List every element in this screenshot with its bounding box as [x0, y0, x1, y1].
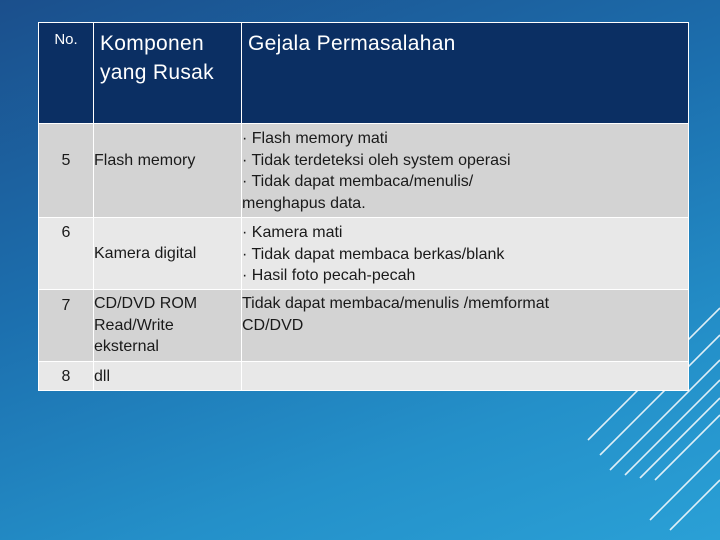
header-symptoms: Gejala Permasalahan — [242, 23, 689, 124]
table-row — [39, 362, 689, 391]
header-component-line2: yang Rusak — [100, 61, 214, 84]
symptom-line: · Tidak dapat membaca/menulis/ — [242, 173, 474, 190]
row-number: 5 — [39, 124, 94, 218]
row-number: 6 — [39, 218, 94, 290]
components-table — [38, 22, 689, 391]
row-symptoms — [242, 218, 689, 290]
symptom-line: · Tidak dapat membaca berkas/blank — [242, 245, 505, 263]
table-row — [39, 290, 689, 362]
row-symptoms — [242, 290, 689, 362]
row-symptoms — [242, 362, 689, 391]
symptom-line: Tidak dapat membaca/menulis /memformat — [242, 295, 550, 312]
header-no: No. — [39, 23, 94, 124]
component-line: Read/Write — [94, 316, 174, 334]
component-line: CD/DVD ROM — [94, 295, 198, 312]
component-line: eksternal — [94, 338, 159, 355]
row-number: 7 — [39, 290, 94, 362]
header-component-line1: Komponen — [100, 32, 204, 55]
row-component: dll — [94, 362, 242, 391]
table-row — [39, 124, 689, 218]
row-number: 8 — [39, 362, 94, 391]
symptom-line: · Hasil foto pecah-pecah — [242, 267, 416, 284]
row-symptoms — [242, 124, 689, 218]
row-component: Flash memory — [94, 124, 242, 218]
row-component: Kamera digital — [94, 218, 242, 290]
symptom-line: · Flash memory mati — [242, 130, 388, 147]
table-row — [39, 218, 689, 290]
row-component — [94, 290, 242, 362]
symptom-line: · Tidak terdeteksi oleh system operasi — [242, 151, 511, 169]
table-header-row — [39, 23, 689, 124]
symptom-line: menghapus data. — [242, 194, 366, 212]
symptom-line: CD/DVD — [242, 316, 304, 334]
symptom-line: · Kamera mati — [242, 224, 343, 241]
header-component — [94, 23, 242, 124]
